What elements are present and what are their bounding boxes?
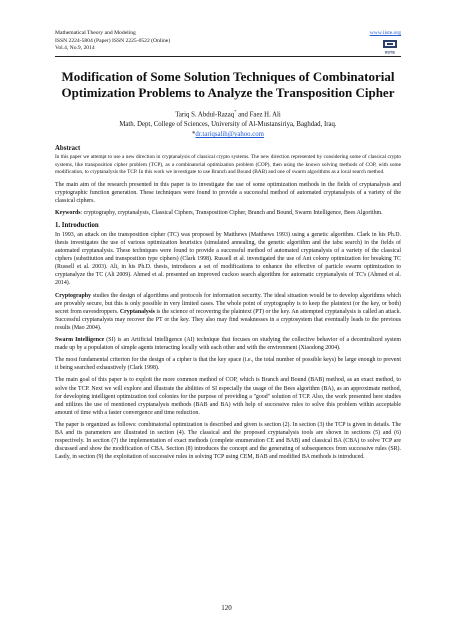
journal-volume: Vol.4, No.9, 2014 [55, 45, 95, 52]
email-line [55, 130, 401, 140]
corresponding-mark: * [234, 108, 237, 114]
aim-paragraph: The main aim of the research presented in this paper is to investigate the use of some optimization methods in the fields of cryptanalysis and cryptographic function generation. These techniques were found to provide a successful method of automated cryptanalysis of a variety of the classical ciphers. [55, 181, 401, 204]
keywords-paragraph [55, 209, 401, 217]
swarm-label: Swarm Intelligence [55, 337, 105, 344]
goal-paragraph: The main goal of this paper is to exploit the more common method of COP, which is Branch and Bound (BAB) method, as an exact method, to solve the TCP. Next we will explore and illustrate the abilities of SI especially the usage of the Bees algorithm (BA), as an approximate method, for developing intelligent optimization tool colonies for the purpose of providing a "good" solution of TCP. Also, the work presented here studies and utilizes the use of mentioned cryptanalysis methods (BAB and BA) with help of successive rules to solve this problem within acceptable amount of time with a faster convergence and time reduction. [55, 377, 401, 416]
journal-issn: ISSN 2224-5804 (Paper) ISSN 2225-0522 (Online) [55, 37, 171, 44]
organization-paragraph: The paper is organized as follows: combinatorial optimization is described and given is section (2). In section (3) the TCP is given in details. The BA and its parameters are illustrated in section (4). The classical and the proposed cryptanalysis tools are shown in sections (5) and (6) respectively. In section (7) the implementation of exact methods (complete enumeration CE and BAB) and classical BA (CBA) to solve TCP are discussed and show the modification of CBA. Section (8) introduces the concept and the generating of subsequences from successive rules (SR). Lastly, in section (9) the exploitation of successive rules in solving TCP using CEM, BAB and modified BA methods is introduced. [55, 421, 401, 461]
author-line [55, 107, 401, 120]
paper-title: Modification of Some Solution Techniques of Combinatorial Optimization Problems to Analyze the Transposition Cipher [61, 68, 395, 100]
cryptanalysis-label: Cryptanalysis [119, 308, 155, 315]
abstract-heading: Abstract [55, 145, 81, 153]
author-block [55, 107, 401, 140]
email-mark: * [192, 131, 196, 139]
cryptanalysis-text: is the science of recovering the plaintext (PT) or the key. An attempted cryptanalysis is called an attack. Successful cryptanalysts may recover the PT or the key. They also may find weaknesses in a cryptosystem that eventually leads to the previous results (Mao 2004). [55, 308, 401, 331]
iiste-logo [381, 39, 399, 55]
logo-text: IISTE [384, 49, 396, 55]
author-email-link[interactable]: dr.tariqsalih@yahoo.com [195, 131, 264, 139]
section-heading: 1. Introduction [55, 221, 99, 229]
crypto-text: studies the design of algorithms and protocols for information security. The ideal situation would be to develop algorithms which are provably secure, but this is only possible in very limited cases. The whole point of cryptography is to keep the plaintext (or the key, or both) secret from eavesdroppers. [55, 292, 401, 315]
journal-url-link[interactable]: www.iiste.org [369, 30, 401, 36]
swarm-paragraph [55, 336, 401, 352]
crypto-label: Cryptography [55, 292, 91, 299]
author-2: and Faez H. Ali [236, 111, 281, 119]
journal-header [55, 30, 401, 53]
page-number: 120 [221, 604, 232, 612]
journal-name: Mathematical Theory and Modeling [55, 30, 136, 36]
keywords-text: : cryptography, cryptanalysis, Classical Ciphers, Transposition Cipher, Branch and Bound, Swarm Intelligence, Bees Algorithm. [80, 209, 383, 216]
intro-paragraph: In 1993, an attack on the transposition cipher (TC) was proposed by Matthews (Matthews 1993) using a genetic algorithm. Clark in his Ph.D. thesis investigates the use of various optimization heuristics (simulated annealing, the genetic algorithm and the tabu search) in the fields of automated cryptanalysis. These techniques were found to provide a successful method of automated cryptanalysis of a variety of the classical ciphers (substitution and transposition type ciphers) (Clark 1998). Russell et al. investigated the use of Ant colony optimization for breaking TC (Russell et al. 2003). Ali, in his Ph.D. thesis, introduces a set of modifications to enhance the effective of particle swarm optimization to cryptanalyze the TC (Ali 2009). Ahmed et al. presented an improved cuckoo search algorithm for automatic cryptanalysis of TC's (Ahmed et al. 2014). [55, 231, 401, 287]
swarm-text: (SI) is an Artificial Intelligence (AI) technique that focuses on studying the collective behavior of a decentralized system made up by a population of simple agents interacting locally with each other and with the environment (Xiaodong 2004). [55, 337, 401, 352]
author-1: Tariq S. Abdul-Razaq [175, 111, 235, 119]
keywords-label: Keywords [55, 209, 81, 216]
abstract-text: In this paper we attempt to use a new direction in cryptanalysis of classical crypto systems. The new direction represented by considering some of classical crypto systems, like transposition cipher problem (TCP), as a combinatorial optimization problem (COP), then using the known solving methods of COP, with some modification, to cryptanalysis the TCP. In this work we investigate to use Branch and Bound (BAB) and one of swarm algorithms as a local search method. [55, 154, 401, 176]
affiliation: Math. Dept, College of Sciences, University of Al-Mustansiriya, Baghdad, Iraq. [119, 121, 337, 129]
header-rule [55, 56, 401, 57]
crypto-paragraph [55, 292, 401, 332]
criterion-paragraph: The most fundamental criterion for the design of a cipher is that the key space (i.e., the total number of possible keys) be large enough to prevent it being searched exhaustively (Clark 1998). [55, 357, 401, 372]
